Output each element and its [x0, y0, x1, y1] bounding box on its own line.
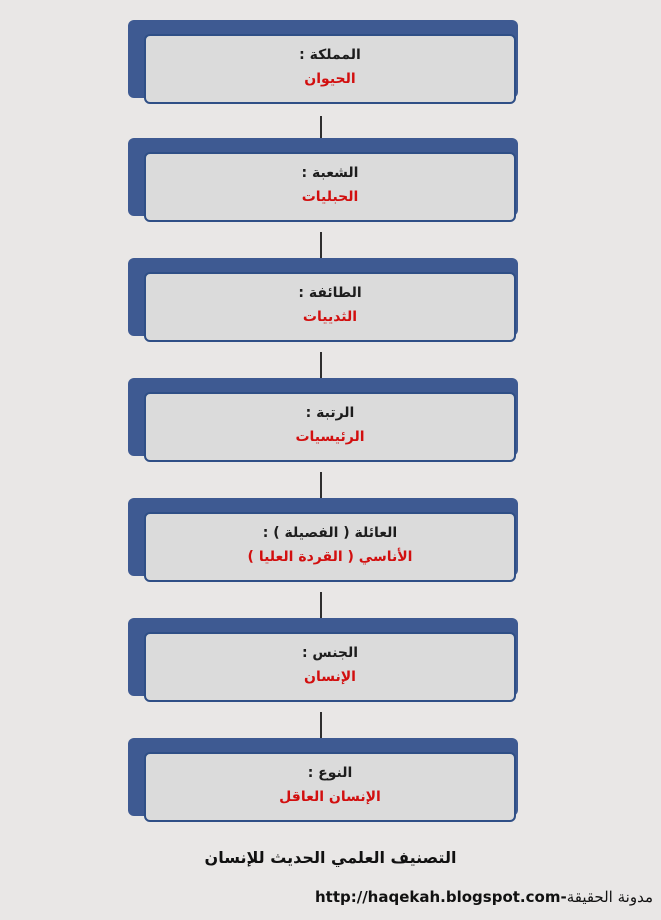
diagram-caption: التصنيف العلمي الحديث للإنسان [204, 848, 457, 867]
rank-label: العائلة ( الفصيلة ) : [262, 525, 398, 541]
rank-box-class [128, 258, 540, 358]
box-front [144, 752, 516, 822]
rank-box-kingdom [128, 20, 540, 120]
rank-label: النوع : [307, 765, 353, 781]
rank-value: الأناسي ( القردة العليا ) [247, 549, 413, 565]
rank-label: الشعبة : [301, 165, 359, 181]
rank-label: الجنس : [301, 645, 359, 661]
box-front [144, 392, 516, 462]
rank-value: الإنسان العاقل [279, 789, 381, 805]
footer-credit [273, 888, 653, 906]
blog-name: مدونة الحقيقة [566, 888, 653, 906]
rank-value: الحيوان [304, 71, 356, 87]
rank-label: الرتبة : [305, 405, 355, 421]
rank-box-family [128, 498, 540, 598]
box-front [144, 34, 516, 104]
blog-url[interactable]: http://haqekah.blogspot.com- [314, 888, 567, 906]
rank-value: الحبليات [301, 189, 359, 205]
rank-value: الثدييات [302, 309, 358, 325]
rank-box-genus [128, 618, 540, 718]
rank-value: الرئيسيات [295, 429, 365, 445]
rank-label: المملكة : [299, 47, 361, 63]
box-front [144, 512, 516, 582]
box-front [144, 152, 516, 222]
rank-value: الإنسان [304, 669, 356, 685]
rank-label: الطائفة : [298, 285, 362, 301]
box-front [144, 632, 516, 702]
rank-box-phylum [128, 138, 540, 238]
rank-box-species [128, 738, 540, 838]
rank-box-order [128, 378, 540, 478]
box-front [144, 272, 516, 342]
